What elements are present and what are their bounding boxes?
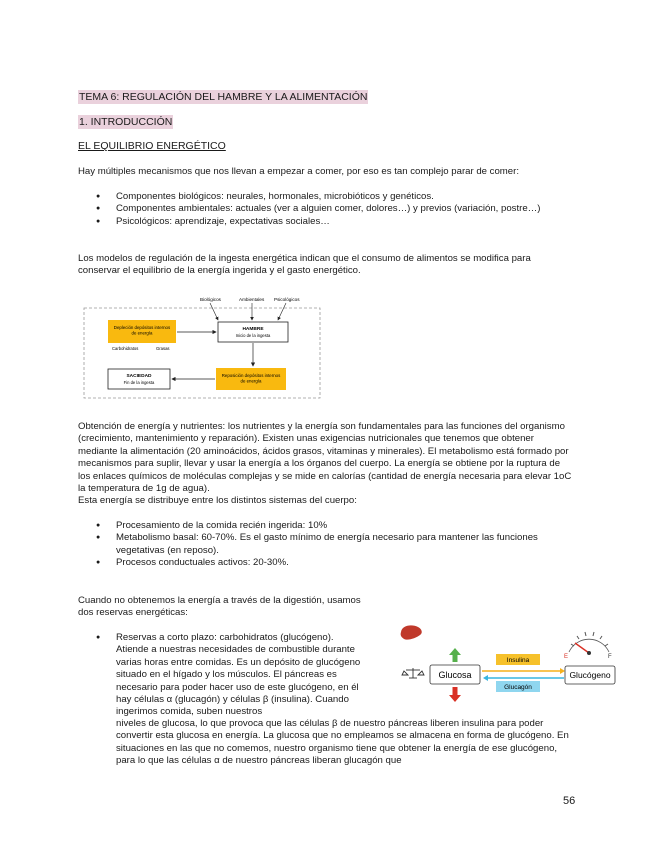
saciedad-sub: Fin de la ingesta (123, 380, 155, 385)
saciedad-box (108, 369, 170, 389)
label-psicologicos: Psicológicos (274, 297, 300, 302)
reserve-continuation: niveles de glucosa, lo que provoca que las células β de nuestro páncreas liberen insulina para poder convertir esta glucosa en energía. La glucosa que no empleamos se almacena en forma de glucógeno. En situaciones en las que no comemos, nuestro organismo tiene que obtener la energía de ese glucógeno, para lo que las células α de nuestro páncreas liberan glucagón que (116, 718, 569, 767)
fuel-gauge-icon (564, 632, 612, 660)
list-item: ● Componentes ambientales: actuales (ver a alguien comer, dolores…) y previos (variación, postre…) (78, 203, 548, 215)
list-item: ● Procesos conductuales activos: 20-30%. (78, 557, 548, 569)
liver-icon (401, 625, 422, 639)
replenish-label: Reposición depósitos internos de energía (221, 373, 281, 384)
hambre-sub: Inicio de la ingesta (235, 333, 271, 338)
up-arrow-icon (449, 648, 461, 662)
down-arrow-icon (449, 687, 461, 702)
page-number: 56 (563, 795, 576, 807)
list-item: ● Metabolismo basal: 60-70%. Es el gasto mínimo de energía necesario para mantener las funciones vegetativas (en reposo). (78, 532, 548, 557)
hambre-box (218, 322, 288, 342)
glucagon-label: Glucagón (504, 684, 532, 691)
insulina-label: Insulina (506, 657, 530, 664)
reserves-intro: Cuando no obtenemos la energía a través de la digestión, usamos dos reservas energéticas: (78, 595, 361, 619)
chapter-title: TEMA 6: REGULACIÓN DEL HAMBRE Y LA ALIMENTACIÓN (79, 91, 368, 103)
list-item: ● Reservas a corto plazo: carbohidratos (glucógeno). Atiende a nuestras necesidades de combustible durante varias horas entre comidas. Es un depósito de glucógeno situado en el hígado y los músculos. El páncreas es necesario para poder hacer uso de este glucógeno, en él hay células α (glucagón) y células β (insulina). Cuando ingerimos comida, suben nuestros (78, 632, 368, 719)
energy-balance-diagram (78, 292, 328, 402)
glucosa-label: Glucosa (438, 670, 472, 680)
fats-label: Grasas (156, 346, 170, 351)
label-ambientales: Ambientales (239, 297, 265, 302)
list-item: ● Componentes biológicos: neurales, hormonales, microbióticos y genéticos. (78, 191, 548, 203)
list-item: ● Psicológicos: aprendizaje, expectativas sociales… (78, 216, 548, 228)
glucose-glycogen-figure (398, 622, 616, 704)
subsection-heading: EL EQUILIBRIO ENERGÉTICO (78, 140, 226, 152)
components-list (78, 191, 548, 228)
saciedad-title: SACIEDAD (126, 374, 152, 379)
gauge-e: E (564, 654, 569, 660)
energy-distribution-list (78, 520, 548, 570)
list-item: ● Procesamiento de la comida recién ingerida: 10% (78, 520, 548, 532)
distribution-line: Esta energía se distribuye entre los distintos sistemas del cuerpo: (78, 495, 357, 506)
intro-paragraph: Hay múltiples mecanismos que nos llevan a empezar a comer, por eso es tan complejo parar de comer: (78, 166, 519, 177)
carbs-label: Carbohidratos (112, 346, 139, 351)
depletion-label: Depleción depósitos internos de energía (113, 325, 171, 336)
section-heading: 1. INTRODUCCIÓN (79, 116, 173, 128)
label-biologicos: Biológicos (200, 297, 221, 302)
reserves-list (78, 632, 368, 719)
energy-paragraph: Obtención de energía y nutrientes: los nutrientes y la energía son fundamentales para las funciones del organismo (crecimiento, mantenimiento y reparación). Existen unas exigencias nutricionales que tenemos que obtener mediante la alimentación (20 aminoácidos, ácidos grasos, vitaminas y minerales). El metabolismo está formado por mecanismos para suplir, llevar y usar la energía a los órganos del cuerpo. La energía se obtiene por la ruptura de los enlaces químicos de moléculas complejas y se mide en calorías (cantidad de energía necesaria para elevar 1oC la temperatura de 1g de agua). (78, 421, 572, 495)
balance-scale-icon (402, 668, 424, 678)
models-paragraph: Los modelos de regulación de la ingesta energética indican que el consumo de alimentos se modifica para conservar el equilibrio de la energía ingerida y el gasto energético. (78, 253, 531, 277)
glucogeno-label: Glucógeno (569, 670, 611, 680)
gauge-f: F (608, 654, 612, 660)
hambre-title: HAMBRE (242, 327, 264, 332)
